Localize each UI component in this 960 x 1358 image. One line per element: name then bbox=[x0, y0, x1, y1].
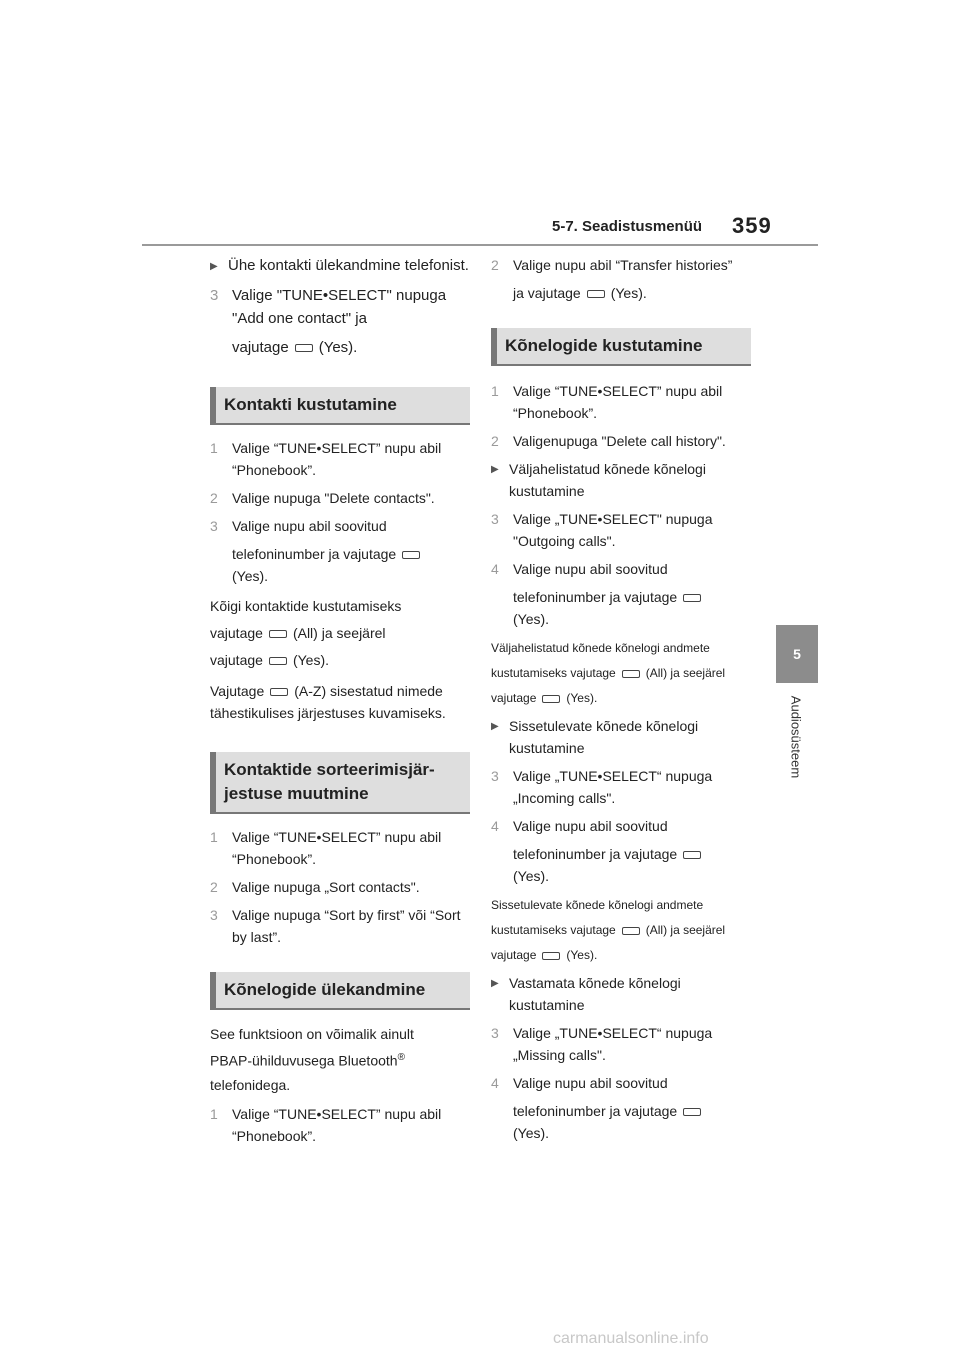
step-continuation: telefoninumber ja vajutage (Yes). bbox=[210, 543, 470, 587]
step-item: 1 Valige “TUNE•SELECT” nupu abil “Phonebook”. bbox=[210, 440, 442, 478]
bullet-item: ▶ Sissetulevate kõnede kõnelogi kustutamine bbox=[491, 715, 751, 759]
step-item: 2 Valige nupu abil “Transfer histories” bbox=[491, 257, 733, 273]
note-paragraph: Väljahelistatud kõnede kõnelogi andmete kustutamiseks vajutage (All) ja seejärel vajutage (Yes). bbox=[491, 641, 726, 705]
section-heading: Kõnelogide ülekandmine bbox=[210, 972, 470, 1010]
button-icon bbox=[269, 657, 287, 665]
button-icon bbox=[542, 695, 560, 703]
step-continuation: telefoninumber ja vajutage (Yes). bbox=[491, 843, 751, 887]
step-item: 3 Valige nupuga “Sort by first” või “Sort by last”. bbox=[210, 907, 461, 945]
step-item: 4 Valige nupu abil soovitud bbox=[491, 818, 668, 834]
section-heading: Kontaktide sorteerimisjär-jestuse muutmine bbox=[210, 752, 470, 814]
button-icon bbox=[295, 344, 313, 352]
section-heading: Kõnelogide kustutamine bbox=[491, 328, 751, 366]
step-item: 2 Valigenupuga "Delete call history". bbox=[491, 433, 726, 449]
bullet-item: ▶ Vastamata kõnede kõnelogi kustutamine bbox=[491, 972, 751, 1016]
section-title: 5-7. Seadistusmenüü bbox=[552, 218, 703, 235]
note-paragraph: Kõigi kontaktide kustutamiseks vajutage (All) ja seejärel vajutage (Yes). bbox=[210, 598, 402, 668]
button-icon bbox=[683, 594, 701, 602]
step-item: 3 Valige „TUNE•SELECT“ nupuga „Incoming calls". bbox=[491, 768, 713, 806]
button-icon bbox=[269, 630, 287, 638]
chapter-tab: 5 bbox=[776, 625, 818, 683]
note-paragraph: See funktsioon on võimalik ainult PBAP-ühilduvusega Bluetooth® telefonidega. bbox=[210, 1026, 414, 1093]
button-icon bbox=[622, 927, 640, 935]
step-item: 4 Valige nupu abil soovitud bbox=[491, 1075, 668, 1091]
note-paragraph: Sissetulevate kõnede kõnelogi andmete kustutamiseks vajutage (All) ja seejärel vajutage (Yes). bbox=[491, 898, 726, 962]
step-item: 1 Valige “TUNE•SELECT” nupu abil “Phonebook”. bbox=[210, 829, 442, 867]
note-paragraph: Vajutage (A-Z) sisestatud nimede tähestikulises järjestuses kuvamiseks. bbox=[210, 683, 446, 721]
button-icon bbox=[270, 688, 288, 696]
step-item: 2 Valige nupuga „Sort contacts". bbox=[210, 879, 420, 895]
button-icon bbox=[683, 851, 701, 859]
step-item: 4 Valige nupu abil soovitud bbox=[491, 561, 668, 577]
watermark: carmanualsonline.info bbox=[553, 1330, 709, 1347]
step-continuation: telefoninumber ja vajutage (Yes). bbox=[491, 586, 751, 630]
button-icon bbox=[402, 551, 420, 559]
button-icon bbox=[683, 1108, 701, 1116]
chapter-label: Audiosüsteem bbox=[788, 695, 804, 779]
step-item: 3 Valige „TUNE•SELECT“ nupuga „Missing calls". bbox=[491, 1025, 713, 1063]
left-column bbox=[210, 254, 470, 1153]
triangle-bullet-icon: ▶ bbox=[491, 721, 499, 732]
bullet-item: ▶ Väljahelistatud kõnede kõnelogi kustutamine bbox=[491, 458, 751, 502]
step-continuation: vajutage (Yes). bbox=[232, 339, 358, 356]
step-item: 3 Valige nupu abil soovitud bbox=[210, 518, 387, 534]
step-item: 1 Valige “TUNE•SELECT” nupu abil “Phonebook”. bbox=[210, 1105, 442, 1144]
triangle-bullet-icon: ▶ bbox=[491, 978, 499, 989]
step-item: 3 Valige "TUNE•SELECT" nupuga "Add one contact" ja bbox=[210, 287, 447, 327]
header-divider bbox=[142, 244, 818, 246]
step-continuation: telefoninumber ja vajutage (Yes). bbox=[491, 1100, 751, 1144]
button-icon bbox=[622, 670, 640, 678]
page-number: 359 bbox=[732, 213, 772, 238]
triangle-bullet-icon: ▶ bbox=[491, 464, 499, 475]
button-icon bbox=[587, 290, 605, 298]
bullet-item: ▶ Ühe kontakti ülekandmine telefonist. bbox=[210, 254, 470, 278]
step-item: 3 Valige „TUNE•SELECT" nupuga "Outgoing calls". bbox=[491, 511, 713, 549]
triangle-bullet-icon: ▶ bbox=[210, 261, 218, 272]
right-column bbox=[491, 254, 751, 1150]
button-icon bbox=[542, 952, 560, 960]
section-heading: Kontakti kustutamine bbox=[210, 387, 470, 425]
step-continuation: ja vajutage (Yes). bbox=[513, 285, 647, 301]
step-item: 2 Valige nupuga "Delete contacts". bbox=[210, 490, 435, 506]
step-item: 1 Valige “TUNE•SELECT” nupu abil “Phonebook”. bbox=[491, 383, 723, 421]
